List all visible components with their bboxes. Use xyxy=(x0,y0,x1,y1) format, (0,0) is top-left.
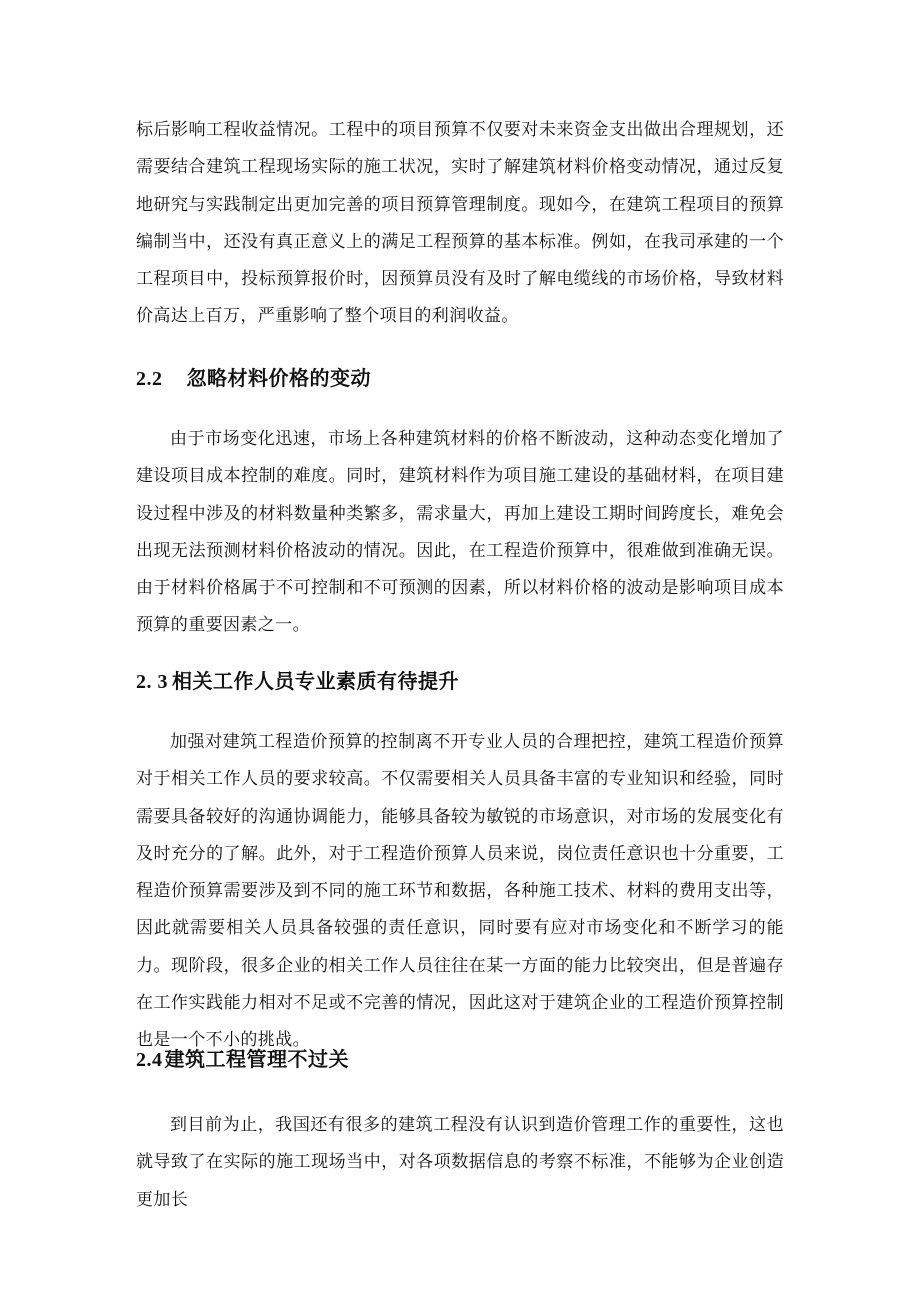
section-title: 建筑工程管理不过关 xyxy=(164,1047,349,1071)
section-number: 2.4 xyxy=(136,1049,163,1071)
paragraph-management: 到目前为止，我国还有很多的建筑工程没有认识到造价管理工作的重要性，这也就导致了在实际的施工现场当中，对各项数据信息的考察不标准，不能够为企业创造更加长 xyxy=(136,1115,784,1210)
section-heading-2-2 xyxy=(136,364,371,393)
section-number: 2.2 xyxy=(136,368,163,390)
section-title: 忽略材料价格的变动 xyxy=(186,366,371,390)
section-number: 2. 3 xyxy=(136,671,168,693)
section-heading-2-3 xyxy=(136,667,459,696)
section-heading-2-4 xyxy=(136,1045,349,1074)
paragraph-continued: 标后影响工程收益情况。工程中的项目预算不仅要对未来资金支出做出合理规划，还需要结合建筑工程现场实际的施工状况，实时了解建筑材料价格变动情况，通过反复地研究与实践制定出更加完善的项目预算管理制度。现如今，在建筑工程项目的预算编制当中，还没有真正意义上的满足工程预算的基本标准。例如，在我司承建的一个工程项目中，投标预算报价时，因预算员没有及时了解电缆线的市场价格，导致材料价高达上百万，严重影响了整个项目的利润收益。 xyxy=(136,120,784,327)
paragraph-staff-quality: 加强对建筑工程造价预算的控制离不开专业人员的合理把控，建筑工程造价预算对于相关工作人员的要求较高。不仅需要相关人员具备丰富的专业知识和经验，同时需要具备较好的沟通协调能力，能够具备较为敏锐的市场意识，对市场的发展变化有及时充分的了解。此外，对于工程造价预算人员来说，岗位责任意识也十分重要，工程造价预算需要涉及到不同的施工环节和数据，各种施工技术、材料的费用支出等，因此就需要相关人员具备较强的责任意识，同时要有应对市场变化和不断学习的能力。现阶段，很多企业的相关工作人员往往在某一方面的能力比较突出，但是普遍存在工作实践能力相对不足或不完善的情况，因此这对于建筑企业的工程造价预算控制也是一个不小的挑战。 xyxy=(136,732,784,1051)
section-title: 相关工作人员专业素质有待提升 xyxy=(172,669,459,693)
paragraph-material-price: 由于市场变化迅速，市场上各种建筑材料的价格不断波动，这种动态变化增加了建设项目成本控制的难度。同时，建筑材料作为项目施工建设的基础材料，在项目建设过程中涉及的材料数量种类繁多，需求量大，再加上建设工期时间跨度长，难免会出现无法预测材料价格波动的情况。因此，在工程造价预算中，很难做到准确无误。由于材料价格属于不可控制和不可预测的因素，所以材料价格的波动是影响项目成本预算的重要因素之一。 xyxy=(136,429,784,636)
